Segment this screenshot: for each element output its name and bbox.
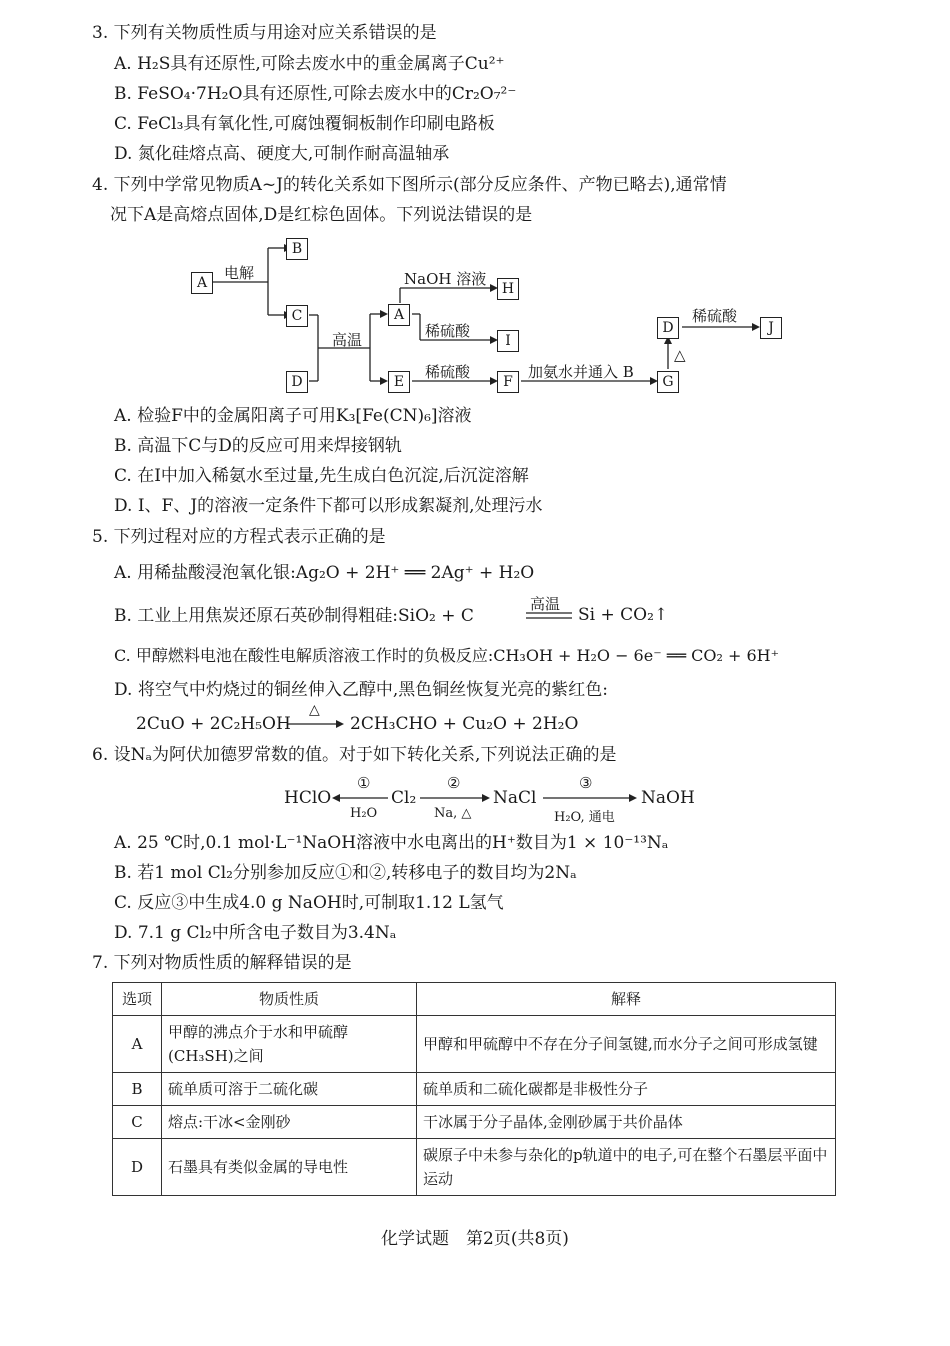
- row-explanation: 甲醇和甲硫醇中不存在分子间氢键,而水分子之间可形成氢键: [417, 1016, 836, 1073]
- q7-stem: 7. 下列对物质性质的解释错误的是: [92, 953, 352, 973]
- box-i: I: [497, 330, 519, 352]
- q3-option-d: D. 氮化硅熔点高、硬度大,可制作耐高温轴承: [114, 144, 450, 164]
- box-d2: D: [657, 317, 679, 339]
- label-ammonia: 加氨水并通入 B: [528, 363, 634, 381]
- q5-option-a: A. 用稀盐酸浸泡氧化银:Ag₂O + 2H⁺ ══ 2Ag⁺ + H₂O: [114, 563, 535, 583]
- header-explanation: 解释: [417, 983, 836, 1016]
- box-a2: A: [388, 304, 410, 326]
- label-naoh: NaOH 溶液: [404, 270, 487, 288]
- q3-option-b: B. FeSO₄·7H₂O具有还原性,可除去废水中的Cr₂O₇²⁻: [114, 84, 517, 104]
- q6-option-d: D. 7.1 g Cl₂中所含电子数目为3.4Nₐ: [114, 923, 397, 943]
- q4-stem-line2: 况下A是高熔点固体,D是红棕色固体。下列说法错误的是: [110, 205, 533, 225]
- q5-option-b: B. 工业上用焦炭还原石英砂制得粗硅:SiO₂ + C: [114, 606, 474, 626]
- row-property: 熔点:干冰<金刚砂: [162, 1106, 417, 1139]
- box-d1: D: [286, 371, 308, 393]
- q6-r3-label: ③: [579, 774, 593, 792]
- q5-d-products: 2CH₃CHO + Cu₂O + 2H₂O: [350, 714, 579, 734]
- q4-option-d: D. I、F、J的溶液一定条件下都可以形成絮凝剂,处理污水: [114, 496, 543, 516]
- q3-option-a: A. H₂S具有还原性,可除去废水中的重金属离子Cu²⁺: [114, 54, 505, 74]
- q6-arrow-1: [332, 793, 388, 803]
- table-row: [113, 1016, 836, 1073]
- row-option: B: [113, 1073, 162, 1106]
- box-c: C: [286, 305, 308, 327]
- q5-b-equals-sign: [526, 612, 572, 620]
- row-property: 硫单质可溶于二硫化碳: [162, 1073, 417, 1106]
- q6-naoh: NaOH: [641, 788, 695, 808]
- row-explanation: 硫单质和二硫化碳都是非极性分子: [417, 1073, 836, 1106]
- q6-option-b: B. 若1 mol Cl₂分别参加反应①和②,转移电子的数目均为2Nₐ: [114, 863, 577, 883]
- q6-hclo: HClO: [284, 788, 332, 808]
- q5-option-c: C. 甲醇燃料电池在酸性电解质溶液工作时的负极反应:CH₃OH + H₂O − 6e⁻ ══ CO₂ + 6H⁺: [114, 646, 780, 665]
- page-footer: 化学试题 第2页(共8页): [381, 1229, 569, 1249]
- row-property: 甲醇的沸点介于水和甲硫醇(CH₃SH)之间: [162, 1016, 417, 1073]
- table-header-row: [113, 983, 836, 1016]
- q6-option-c: C. 反应③中生成4.0 g NaOH时,可制取1.12 L氢气: [114, 893, 504, 913]
- q4-reaction-diagram: [0, 0, 950, 400]
- row-option: A: [113, 1016, 162, 1073]
- label-high-temp: 高温: [332, 331, 363, 349]
- q4-option-c: C. 在I中加入稀氨水至过量,先生成白色沉淀,后沉淀溶解: [114, 466, 529, 486]
- box-a1: A: [191, 272, 213, 294]
- q6-arrow-3: [543, 793, 637, 803]
- q5-d-condition: △: [309, 702, 320, 718]
- box-h: H: [497, 278, 519, 300]
- q5-b-condition: 高温: [530, 595, 561, 613]
- row-option: C: [113, 1106, 162, 1139]
- box-e: E: [388, 371, 410, 393]
- label-electrolysis: 电解: [224, 264, 255, 282]
- label-dilute-acid-2: 稀硫酸: [425, 363, 471, 381]
- q6-r3-condition: H₂O, 通电: [554, 810, 615, 825]
- box-b: B: [286, 238, 308, 260]
- q4-option-b: B. 高温下C与D的反应可用来焊接钢轨: [114, 436, 402, 456]
- label-dilute-acid-3: 稀硫酸: [692, 307, 738, 325]
- q6-r2-condition: Na, △: [434, 806, 472, 821]
- q6-option-a: A. 25 ℃时,0.1 mol·L⁻¹NaOH溶液中水电离出的H⁺数目为1 × 10⁻¹³Nₐ: [114, 833, 669, 853]
- q6-arrow-2: [420, 793, 490, 803]
- q5-stem: 5. 下列过程对应的方程式表示正确的是: [92, 527, 386, 547]
- q6-r1-condition: H₂O: [350, 806, 378, 821]
- q4-stem-line1: 4. 下列中学常见物质A~J的转化关系如下图所示(部分反应条件、产物已略去),通常情: [92, 175, 727, 195]
- q5-d-arrow: [288, 719, 344, 729]
- q4-option-a: A. 检验F中的金属阳离子可用K₃[Fe(CN)₆]溶液: [114, 406, 472, 426]
- q3-stem: 3. 下列有关物质性质与用途对应关系错误的是: [92, 23, 437, 43]
- header-property: 物质性质: [162, 983, 417, 1016]
- row-explanation: 干冰属于分子晶体,金刚砂属于共价晶体: [417, 1106, 836, 1139]
- q5-d-reactants: 2CuO + 2C₂H₅OH: [136, 714, 291, 734]
- table-row: [113, 1139, 836, 1196]
- box-f: F: [497, 371, 519, 393]
- row-property: 石墨具有类似金属的导电性: [162, 1139, 417, 1196]
- q6-nacl: NaCl: [493, 788, 537, 808]
- q6-cl2: Cl₂: [391, 788, 417, 808]
- q5-option-d-line1: D. 将空气中灼烧过的铜丝伸入乙醇中,黑色铜丝恢复光亮的紫红色:: [114, 680, 608, 700]
- q5-b-products: Si + CO₂↑: [578, 605, 669, 625]
- header-option: 选项: [113, 983, 162, 1016]
- table-row: [113, 1106, 836, 1139]
- row-option: D: [113, 1139, 162, 1196]
- q3-option-c: C. FeCl₃具有氧化性,可腐蚀覆铜板制作印刷电路板: [114, 114, 495, 134]
- label-heat: △: [674, 346, 686, 364]
- table-row: [113, 1073, 836, 1106]
- q6-stem: 6. 设Nₐ为阿伏加德罗常数的值。对于如下转化关系,下列说法正确的是: [92, 745, 617, 765]
- row-explanation: 碳原子中未参与杂化的p轨道中的电子,可在整个石墨层平面中运动: [417, 1139, 836, 1196]
- q6-r1-label: ①: [357, 774, 371, 792]
- q6-r2-label: ②: [447, 774, 461, 792]
- label-dilute-acid-1: 稀硫酸: [425, 322, 471, 340]
- box-j: J: [760, 317, 782, 339]
- box-g: G: [657, 371, 679, 393]
- q7-table: [112, 982, 836, 1196]
